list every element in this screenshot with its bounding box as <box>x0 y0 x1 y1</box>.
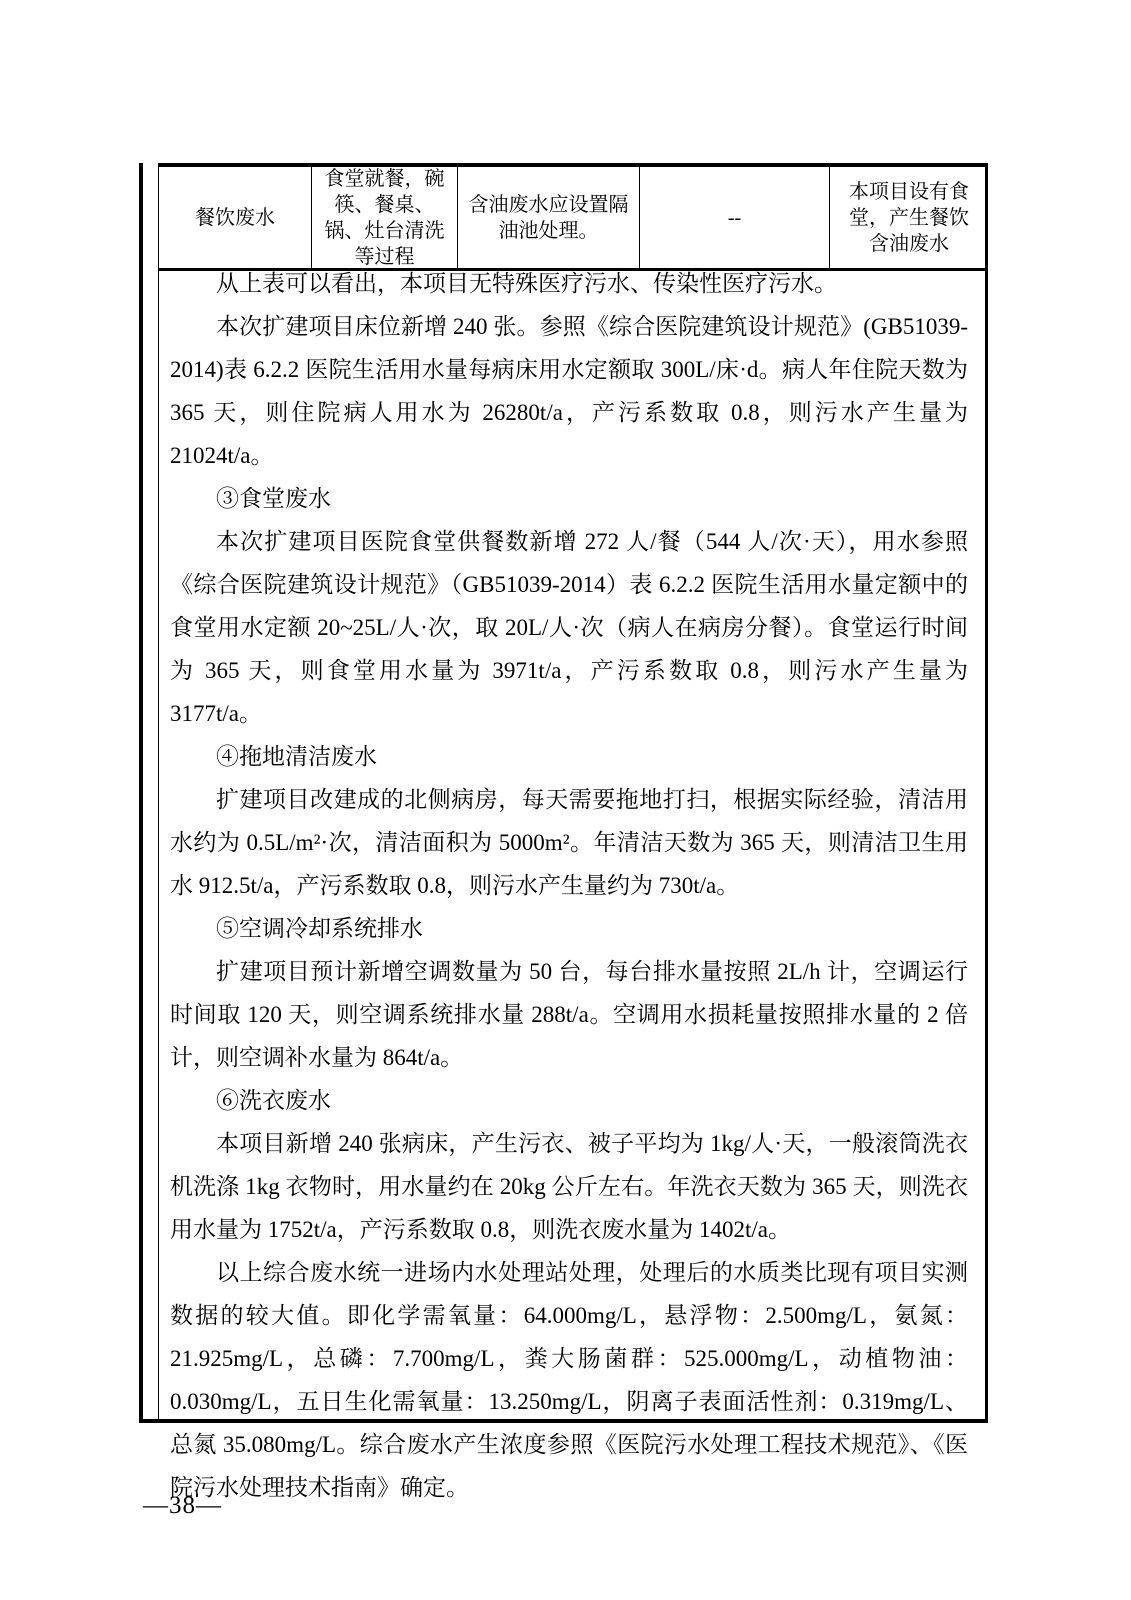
paragraph: 本次扩建项目床位新增 240 张。参照《综合医院建筑设计规范》(GB51039-2014)表 6.2.2 医院生活用水量每病床用水定额取 300L/床·d。病人年住院天数为 365 天，则住院病人用水为 26280t/a，产污系数取 0.8，则污水产生量为 21024t/a。 <box>170 314 968 468</box>
paragraph: 本项目新增 240 张病床，产生污衣、被子平均为 1kg/人·天，一般滚筒洗衣机洗涤 1kg 衣物时，用水量约在 20kg 公斤左右。年洗衣天数为 365 天，则洗衣用水量为 1752t/a，产污系数取 0.8，则洗衣废水量为 1402t/a。 <box>170 1131 968 1242</box>
section-heading: ③食堂废水 <box>216 486 331 511</box>
section-heading: ⑥洗衣废水 <box>216 1088 331 1113</box>
paragraph: 本次扩建项目医院食堂供餐数新增 272 人/餐（544 人/次·天），用水参照《综合医院建筑设计规范》（GB51039-2014）表 6.2.2 医院生活用水量定额中的食堂用水定额 20~25L/人·次，取 20L/人·次（病人在病房分餐）。食堂运行时间为 365 天，则食堂用水量为 3971t/a，产污系数取 0.8，则污水产生量为 3177t/a。 <box>170 529 968 726</box>
table-cell-pollutant: 餐饮废水 <box>159 167 312 268</box>
page-number: —38— <box>143 1492 222 1519</box>
table-cell-source: 食堂就餐，碗筷、餐桌、锅、灶台清洗等过程 <box>312 167 458 268</box>
wastewater-table-row <box>159 163 988 271</box>
table-cell-standard: -- <box>640 167 830 268</box>
table-cell-remark: 本项目设有食堂，产生餐饮含油废水 <box>849 180 969 255</box>
paragraph: 从上表可以看出，本项目无特殊医疗污水、传染性医疗污水。 <box>216 271 837 296</box>
inner-left-rule <box>158 163 159 1423</box>
paragraph: 以上综合废水统一进场内水处理站处理，处理后的水质类比现有项目实测数据的较大值。即化学需氧量：64.000mg/L，悬浮物：2.500mg/L，氨氮：21.925mg/L，总磷：7.700mg/L，粪大肠菌群：525.000mg/L，动植物油：0.030mg/L，五日生化需氧量：13.250mg/L，阴离子表面活性剂：0.319mg/L、总氮 35.080mg/L。综合废水产生浓度参照《医院污水处理工程技术规范》、《医院污水处理技术指南》确定。 <box>170 1260 968 1500</box>
section-heading: ④拖地清洁废水 <box>216 744 377 769</box>
paragraph: 扩建项目改建成的北侧病房，每天需要拖地打扫，根据实际经验，清洁用水约为 0.5L/m²·次，清洁面积为 5000m²。年清洁天数为 365 天，则清洁卫生用水 912.5t/a，产污系数取 0.8，则污水产生量约为 730t/a。 <box>170 787 968 898</box>
paragraph: 扩建项目预计新增空调数量为 50 台，每台排水量按照 2L/h 计，空调运行时间取 120 天，则空调系统排水量 288t/a。空调用水损耗量按照排水量的 2 倍计，则空调补水量为 864t/a。 <box>170 959 968 1070</box>
body-text-block <box>170 262 968 1509</box>
section-heading: ⑤空调冷却系统排水 <box>216 916 423 941</box>
table-cell-measure: 含油废水应设置隔油池处理。 <box>458 167 640 268</box>
